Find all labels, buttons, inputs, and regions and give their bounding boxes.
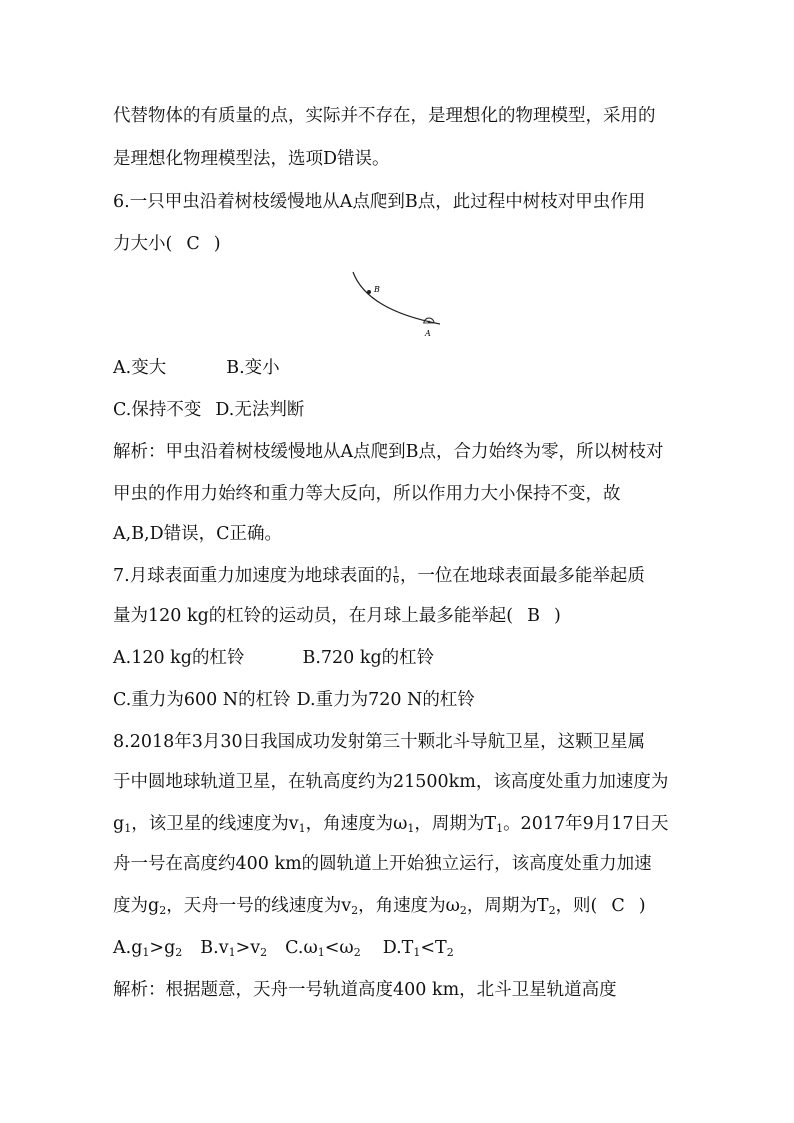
option-c: C.保持不变 xyxy=(113,400,202,420)
question-8-stem: 舟一号在高度约400 km的圆轨道上开始独立运行，该高度处重力加速 xyxy=(113,854,652,874)
stem-text: ，一位在地球表面最多能举起质 xyxy=(399,566,645,586)
question-6-options-row1 xyxy=(113,356,713,380)
stem-text: ) xyxy=(213,234,221,254)
question-8-options xyxy=(113,936,713,965)
stem-text: ，角速度为ω xyxy=(358,896,460,916)
stem-text: ，则( xyxy=(555,896,598,916)
option-c: $C.\omega_1<\omega_2$ xyxy=(285,938,361,959)
question-7-options-row1 xyxy=(113,646,713,670)
subscript: 1 xyxy=(407,822,415,835)
stem-text: 力大小( xyxy=(113,234,173,254)
answer: C xyxy=(186,234,200,254)
explanation-line: 解析：根据题意，天舟一号轨道高度400 km，北斗卫星轨道高度 xyxy=(113,980,617,1000)
question-8-stem xyxy=(113,812,713,841)
point-b xyxy=(367,290,371,294)
option-d: D.无法判断 xyxy=(215,400,305,420)
subscript: 1 xyxy=(298,822,306,835)
question-7-stem xyxy=(113,564,713,588)
label-b: B xyxy=(374,285,380,294)
stem-text: g xyxy=(113,814,125,834)
option-d: $D.T_1<T_2$ xyxy=(382,938,454,959)
stem-text: ，角速度为ω xyxy=(305,814,408,834)
stem-text: ，天舟一号的线速度为v xyxy=(166,896,352,916)
stem-text: 7.月球表面重力加速度为地球表面的 xyxy=(113,566,393,586)
stem-text: 。2017年9月17日天 xyxy=(503,814,669,834)
subscript: 2 xyxy=(548,904,556,917)
option-a: A.变大 xyxy=(113,358,167,378)
stem-text: ，周期为T xyxy=(466,896,549,916)
option-b: B.720 kg的杠铃 xyxy=(302,648,435,668)
option-c: C.重力为600 N的杠铃 xyxy=(113,690,291,710)
explanation-line: A,B,D错误，C正确。 xyxy=(113,524,283,544)
denominator: 6 xyxy=(393,576,399,586)
question-6-stem: 6.一只甲虫沿着树枝缓慢地从A点爬到B点，此过程中树枝对甲虫作用 xyxy=(113,192,646,212)
stem-text: ) xyxy=(553,606,561,626)
option-b: B.变小 xyxy=(226,358,280,378)
question-8-stem: 于中圆地球轨道卫星，在轨高度约为21500km，该高度处重力加速度为 xyxy=(113,772,669,792)
subscript: 1 xyxy=(496,822,504,835)
subscript: 1 xyxy=(124,822,132,835)
subscript: 2 xyxy=(159,904,167,917)
numerator: 1 xyxy=(393,566,399,576)
answer: B xyxy=(527,606,540,626)
stem-text: 量为120 kg的杠铃的运动员，在月球上最多能举起( xyxy=(113,606,514,626)
stem-text: ) xyxy=(638,896,646,916)
branch-figure xyxy=(345,268,455,343)
stem-text: ，周期为T xyxy=(414,814,497,834)
stem-text: ，该卫星的线速度为v xyxy=(131,814,299,834)
question-7-stem-end xyxy=(113,604,713,628)
option-d: D.重力为720 N的杠铃 xyxy=(296,690,475,710)
answer: C xyxy=(611,896,625,916)
paragraph-line: 代替物体的有质量的点，实际并不存在，是理想化的物理模型，采用的 xyxy=(113,106,656,126)
question-6-stem-end xyxy=(113,232,713,256)
explanation-line: 解析：甲虫沿着树枝缓慢地从A点爬到B点，合力始终为零，所以树枝对 xyxy=(113,442,664,462)
question-8-stem: 8.2018年3月30日我国成功发射第三十颗北斗导航卫星，这颗卫星属 xyxy=(113,732,646,752)
branch-curve xyxy=(353,272,440,324)
option-a: A.120 kg的杠铃 xyxy=(113,648,245,668)
question-8-stem-end xyxy=(113,894,713,923)
stem-text: 度为g xyxy=(113,896,160,916)
question-7-options-row2 xyxy=(113,688,713,712)
option-a: $A.g_1>g_2$ xyxy=(113,938,183,959)
fraction xyxy=(393,567,399,586)
subscript: 2 xyxy=(459,904,467,917)
subscript: 2 xyxy=(351,904,359,917)
option-b: $B.v_1>v_2$ xyxy=(200,938,268,959)
explanation-line: 甲虫的作用力始终和重力等大反向，所以作用力大小保持不变，故 xyxy=(113,484,621,504)
label-a: A xyxy=(425,329,431,338)
question-6-options-row2 xyxy=(113,398,713,422)
point-a xyxy=(428,321,430,323)
paragraph-line: 是理想化物理模型法，选项D错误。 xyxy=(113,149,390,169)
